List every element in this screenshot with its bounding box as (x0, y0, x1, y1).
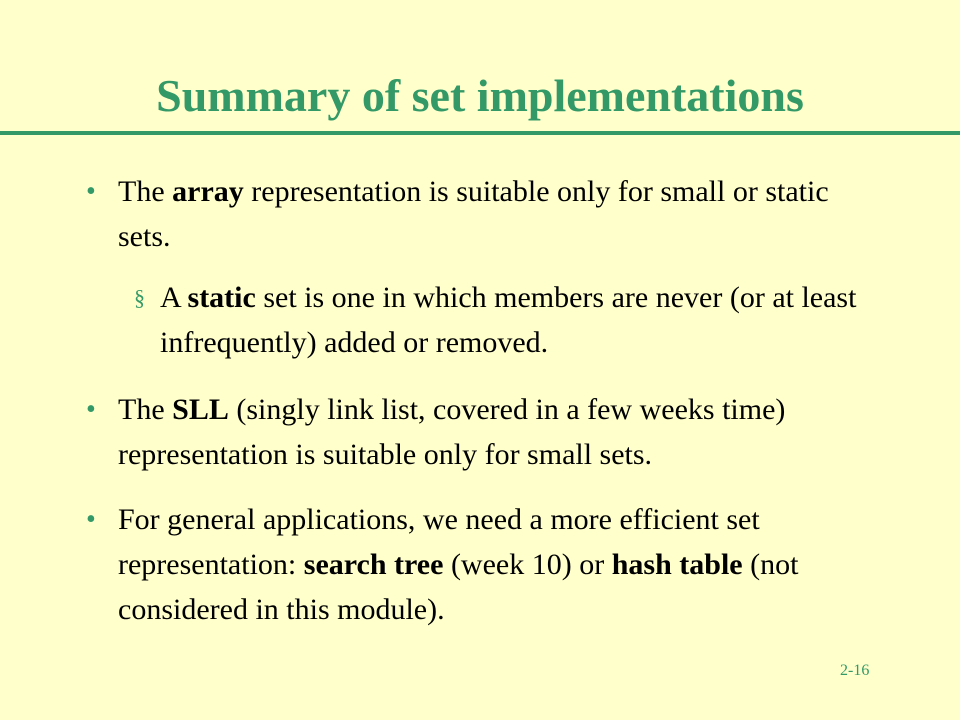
bold-term: hash table (611, 548, 743, 581)
section-sign-bullet-icon: § (134, 285, 145, 310)
slide-title: Summary of set implementations (156, 70, 804, 121)
bold-term: array (172, 175, 244, 208)
bullet-array: • The array representation is suitable only for small or static sets. (118, 169, 878, 259)
bullet-icon: • (86, 394, 96, 425)
bullet-icon: • (86, 176, 96, 207)
slide-number: 2-16 (840, 662, 870, 679)
bullet-icon: • (86, 504, 96, 535)
bullet-general: • For general applications, we need a more efficient set representation: search tree (week 10) or hash table (not considered in this module). (118, 497, 878, 632)
title-divider (0, 131, 960, 135)
sub-bullet-static: § A static set is one in which members are never (or at least infrequently) added or removed. (160, 275, 880, 365)
bold-term: search tree (303, 548, 444, 581)
bullet-sll: • The SLL (singly link list, covered in a few weeks time) representation is suitable only for small sets. (118, 387, 878, 477)
bold-term: SLL (172, 393, 229, 426)
bold-term: static (187, 281, 256, 314)
